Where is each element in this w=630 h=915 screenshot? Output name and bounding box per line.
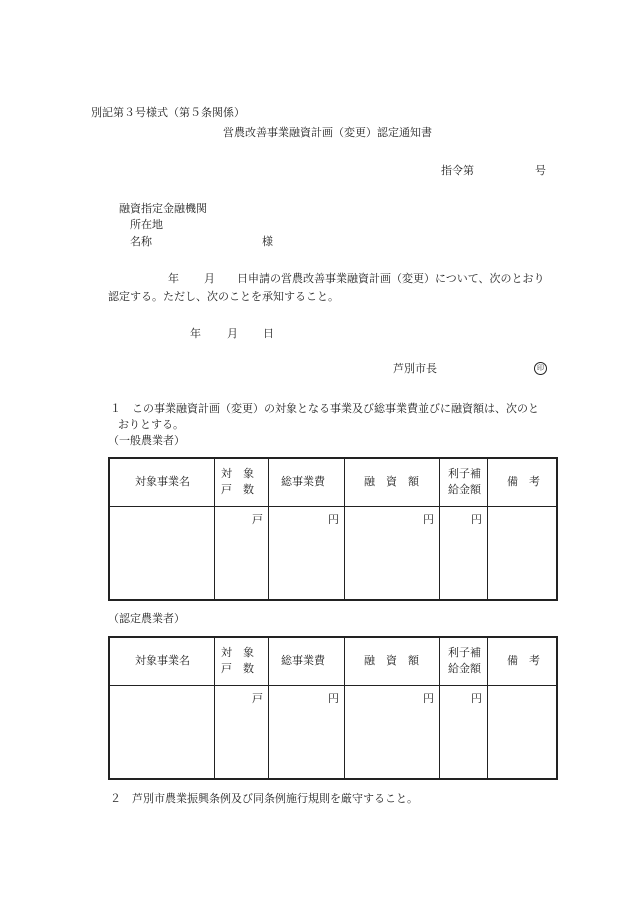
column-divider (268, 638, 269, 778)
certified-farmers-table (108, 636, 558, 780)
unit-subsidy: 円 (471, 513, 482, 526)
body-line2: 認定する。ただし、次のことを承知すること。 (108, 290, 339, 303)
header-total-cost: 総事業費 (281, 654, 325, 667)
header-subsidy-line1: 利子補 (448, 467, 481, 480)
header-loan-amount: 融 資 額 (364, 475, 419, 488)
date-month: 月 (227, 327, 238, 340)
column-divider (439, 459, 440, 599)
header-loan-amount: 融 資 額 (364, 654, 419, 667)
general-farmers-table (108, 457, 558, 601)
column-divider (214, 638, 215, 778)
date-day: 日 (263, 327, 274, 340)
header-households-line1: 対 象 (221, 646, 254, 659)
column-divider (487, 459, 488, 599)
unit-total-cost: 円 (328, 692, 339, 705)
general-farmers-caption: （一般農業者） (108, 434, 185, 447)
header-project-name: 対象事業名 (135, 475, 190, 488)
unit-subsidy: 円 (471, 692, 482, 705)
header-row-divider (110, 506, 556, 507)
item1-line1: １ この事業融資計画（変更）の対象となる事業及び総事業費並びに融資額は、次のと (110, 402, 539, 415)
unit-households: 戸 (252, 513, 263, 526)
header-subsidy-line2: 給金額 (448, 483, 481, 496)
header-remarks: 備 考 (507, 654, 540, 667)
header-households-line1: 対 象 (221, 467, 254, 480)
column-divider (344, 638, 345, 778)
directive-suffix: 号 (535, 164, 546, 177)
header-remarks: 備 考 (507, 475, 540, 488)
seal-mark: 印 (534, 362, 547, 375)
body-application-text: 日申請の営農改善事業融資計画（変更）について、次のとおり (237, 272, 545, 285)
form-label: 別記第３号様式（第５条関係） (91, 106, 245, 119)
column-divider (487, 638, 488, 778)
header-subsidy-line1: 利子補 (448, 646, 481, 659)
address-label: 所在地 (130, 218, 163, 231)
directive-prefix: 指令第 (441, 164, 474, 177)
mayor-label: 芦別市長 (393, 362, 437, 375)
institution-label: 融資指定金融機関 (119, 202, 207, 215)
unit-total-cost: 円 (328, 513, 339, 526)
header-households-line2: 戸 数 (221, 662, 254, 675)
column-divider (268, 459, 269, 599)
honorific: 様 (262, 235, 273, 248)
item1-line2: おりとする。 (118, 418, 184, 431)
date-year: 年 (190, 327, 201, 340)
body-year: 年 (168, 272, 179, 285)
item2-text: ２ 芦別市農業振興条例及び同条例施行規則を厳守すること。 (110, 792, 418, 805)
header-project-name: 対象事業名 (135, 654, 190, 667)
header-total-cost: 総事業費 (281, 475, 325, 488)
unit-loan-amount: 円 (423, 513, 434, 526)
name-label: 名称 (130, 235, 152, 248)
column-divider (214, 459, 215, 599)
header-row-divider (110, 685, 556, 686)
column-divider (439, 638, 440, 778)
header-households-line2: 戸 数 (221, 483, 254, 496)
unit-households: 戸 (252, 692, 263, 705)
body-month: 月 (204, 272, 215, 285)
column-divider (344, 459, 345, 599)
header-subsidy-line2: 給金額 (448, 662, 481, 675)
document-title: 営農改善事業融資計画（変更）認定通知書 (223, 126, 432, 139)
certified-farmers-caption: （認定農業者） (108, 612, 185, 625)
unit-loan-amount: 円 (423, 692, 434, 705)
